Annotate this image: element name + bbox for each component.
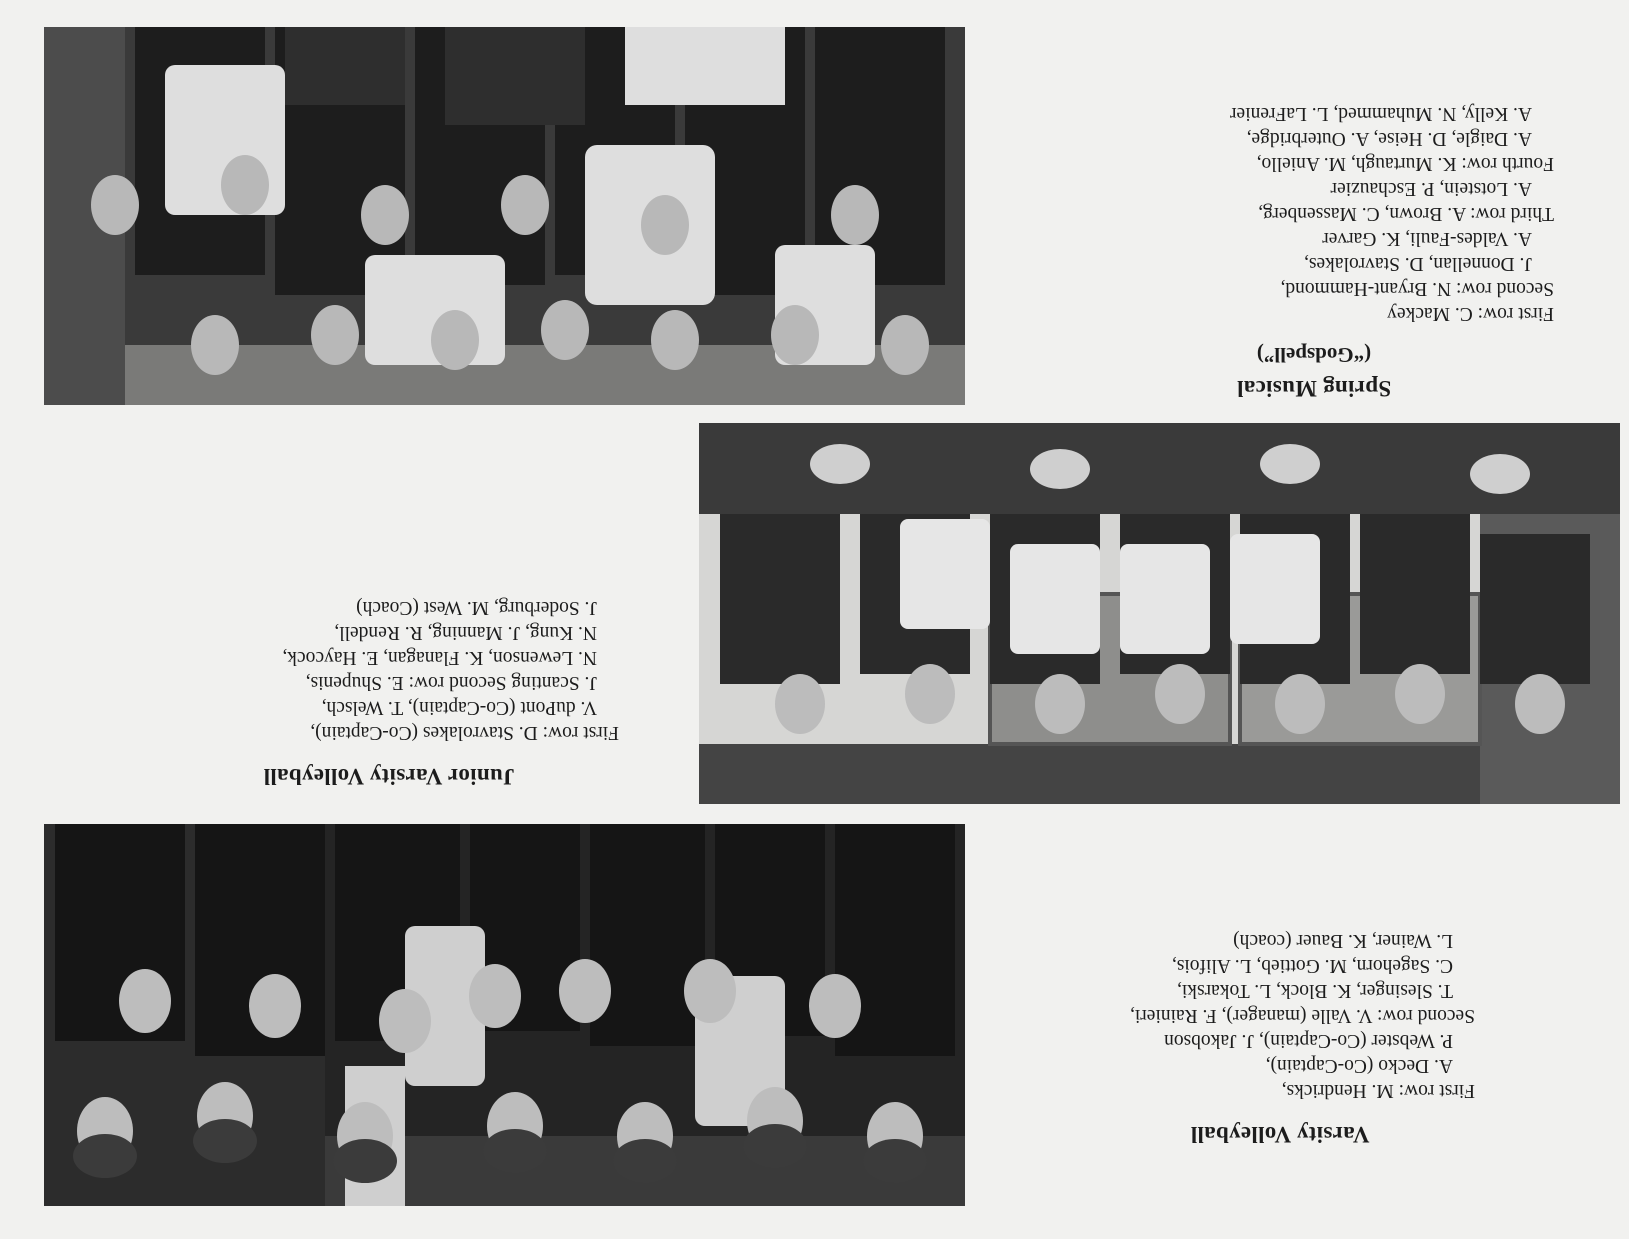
jv-volleyball-title: Junior Varsity Volleyball <box>263 764 515 789</box>
caption-line: J. Scanting Second row: E. Shupenis, <box>305 672 597 693</box>
caption-line: C. Sagehorn, M. Gottieb, L. Alifois, <box>1171 955 1453 976</box>
caption-line: First row: M. Hendricks, <box>1281 1080 1475 1101</box>
caption-line: L. Wainer, K. Bauer (coach) <box>1233 930 1453 951</box>
spring-musical-title: Spring Musical <box>1236 376 1392 401</box>
caption-line: J. Donnellan, D. Stavrolakes, <box>1303 253 1532 274</box>
caption-line: N. Lewenson, K. Flanagan, E. Haycock, <box>282 647 597 668</box>
caption-line: Second row: V. Valle (manager), F. Rainieri, <box>1129 1005 1475 1026</box>
caption-line: A. Kelly, N. Muhammed, L. LaFrenier <box>1230 103 1532 124</box>
jv-volleyball-section <box>0 419 1629 839</box>
caption-line: J. Soderburg, M. West (Coach) <box>356 597 597 618</box>
caption-line: P. Webster (Co-Captain), J. Jakobson <box>1164 1030 1453 1051</box>
caption-line: V. duPont (Co-Captain), T. Welsch, <box>321 697 597 718</box>
caption-line: Second row: N. Bryant-Hammond, <box>1280 278 1554 299</box>
caption-line: Fourth row: K. Murtaugh, M. Aniello, <box>1256 153 1554 174</box>
varsity-volleyball-section <box>0 839 1629 1239</box>
spring-musical-caption <box>1074 101 1554 401</box>
spring-musical-section <box>0 0 1629 419</box>
varsity-volleyball-title: Varsity Volleyball <box>1190 1122 1370 1147</box>
caption-line: A. Lotstein, P. Eschauzier <box>1330 178 1532 199</box>
caption-line: A. Daigle, D. Heise, A. Outerbridge, <box>1246 128 1532 149</box>
group-photo-image <box>44 824 965 1206</box>
varsity-volleyball-caption <box>1085 928 1475 1147</box>
caption-line: A. Valdes-Fauli, K. Garver <box>1322 228 1532 249</box>
caption-line: First row: C. Mackey <box>1387 303 1554 324</box>
caption-line: N. Kung, J. Manning, R. Rendell, <box>334 622 597 643</box>
group-photo-image <box>699 423 1620 804</box>
varsity-volleyball-photo <box>44 824 965 1206</box>
caption-line: A. Decko (Co-Captain), <box>1265 1055 1453 1076</box>
group-photo-image <box>44 27 965 405</box>
jv-volleyball-caption <box>159 595 619 789</box>
jv-volleyball-photo <box>699 423 1620 804</box>
caption-line: T. Slesinger, K. Block, L. Tokarski, <box>1176 980 1453 1001</box>
caption-line: First row: D. Stavrolakes (Co-Captain), <box>310 722 619 743</box>
spring-musical-subtitle: (“Godspell”) <box>1256 343 1372 367</box>
spring-musical-photo <box>44 27 965 405</box>
caption-line: Third row: A. Brown, C. Massenberg, <box>1258 203 1554 224</box>
